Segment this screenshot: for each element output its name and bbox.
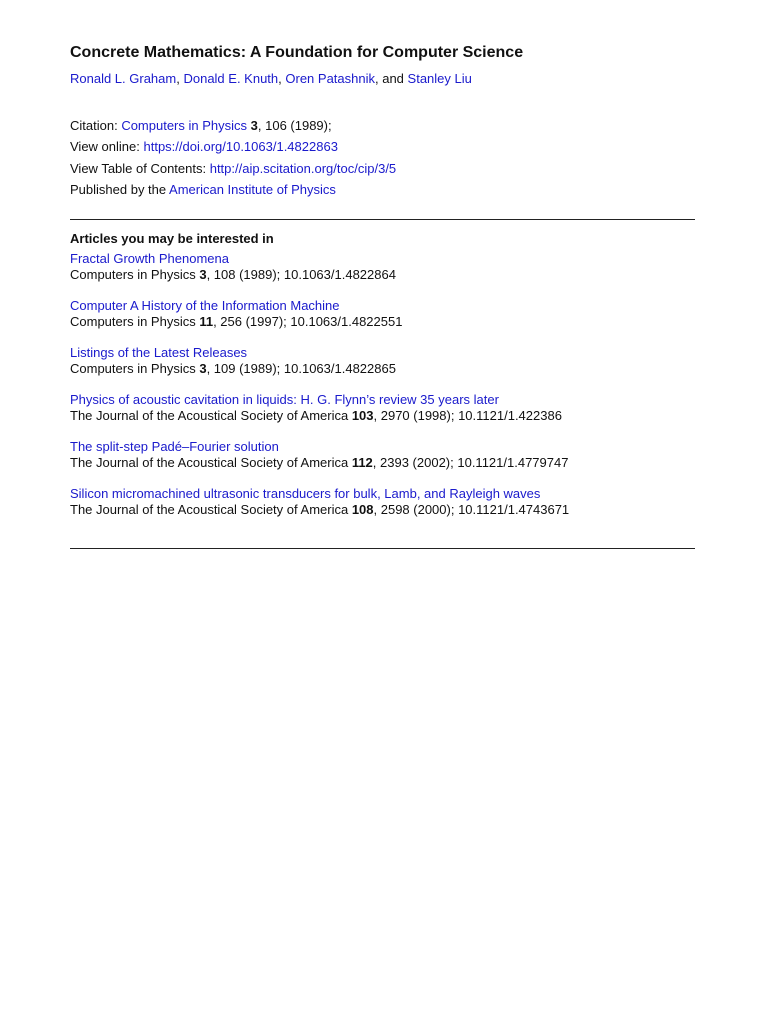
divider-bottom (70, 548, 695, 549)
related-article-title-link[interactable]: Computer A History of the Information Machine (70, 298, 340, 313)
related-article-title-link[interactable]: The split-step Padé–Fourier solution (70, 439, 279, 454)
author-link-liu[interactable]: Stanley Liu (407, 71, 472, 86)
related-articles-heading: Articles you may be interested in (70, 231, 274, 246)
view-toc-line (70, 161, 396, 176)
related-article-details: , 2970 (1998); 10.1121/1.422386 (373, 407, 562, 423)
view-online-label: View online: (70, 139, 144, 154)
author-link-patashnik[interactable]: Oren Patashnik (285, 71, 375, 86)
related-article-details: , 2598 (2000); 10.1121/1.4743671 (373, 501, 570, 517)
related-article-journal: Computers in Physics (70, 266, 200, 282)
author-separator: , (176, 71, 184, 86)
article-title: Concrete Mathematics: A Foundation for Computer Science (70, 44, 524, 61)
related-article-volume: 108 (351, 501, 374, 517)
author-list (70, 71, 472, 86)
related-article (70, 486, 569, 517)
publisher-link[interactable]: American Institute of Physics (169, 182, 336, 197)
related-article-journal: The Journal of the Acoustical Society of America (70, 407, 352, 423)
related-article (70, 392, 562, 423)
related-article-volume: 11 (199, 313, 214, 329)
related-article (70, 345, 396, 376)
related-article-volume: 112 (351, 454, 373, 470)
related-article (70, 251, 396, 282)
related-article-volume: 3 (199, 360, 207, 376)
related-article-journal: Computers in Physics (70, 360, 200, 376)
author-separator: , (278, 71, 286, 86)
citation-journal-link[interactable]: Computers in Physics (121, 118, 248, 133)
divider-top (70, 219, 695, 220)
citation-label: Citation: (70, 118, 122, 133)
related-article-volume: 3 (199, 266, 207, 282)
related-article (70, 439, 568, 470)
author-link-knuth[interactable]: Donald E. Knuth (183, 71, 279, 86)
author-separator: , and (375, 71, 408, 86)
citation-line (70, 118, 332, 133)
related-article-details: , 256 (1997); 10.1063/1.4822551 (213, 313, 403, 329)
citation-volume: 3 (250, 118, 258, 133)
related-article-title-link[interactable]: Fractal Growth Phenomena (70, 251, 229, 266)
related-article-details: , 109 (1989); 10.1063/1.4822865 (206, 360, 396, 376)
related-article-details: , 108 (1989); 10.1063/1.4822864 (206, 266, 396, 282)
related-article-volume: 103 (351, 407, 374, 423)
related-article-journal: The Journal of the Acoustical Society of America (70, 454, 352, 470)
publisher-line (70, 182, 336, 197)
publisher-label: Published by the (70, 182, 170, 197)
related-article-title-link[interactable]: Listings of the Latest Releases (70, 345, 248, 360)
related-article-journal: The Journal of the Acoustical Society of America (70, 501, 352, 517)
view-toc-link[interactable]: http://aip.scitation.org/toc/cip/3/5 (209, 161, 397, 176)
author-link-graham[interactable]: Ronald L. Graham (70, 71, 177, 86)
view-toc-label: View Table of Contents: (70, 161, 210, 176)
view-online-line (70, 139, 338, 154)
view-online-link[interactable]: https://doi.org/10.1063/1.4822863 (143, 139, 338, 154)
related-article-journal: Computers in Physics (70, 313, 200, 329)
related-article-title-link[interactable]: Physics of acoustic cavitation in liquids: H. G. Flynn’s review 35 years later (70, 392, 499, 407)
related-article-title-link[interactable]: Silicon micromachined ultrasonic transducers for bulk, Lamb, and Rayleigh waves (70, 486, 541, 501)
citation-rest: , 106 (1989); (257, 118, 332, 133)
related-article (70, 298, 402, 329)
related-article-details: , 2393 (2002); 10.1121/1.4779747 (372, 454, 569, 470)
